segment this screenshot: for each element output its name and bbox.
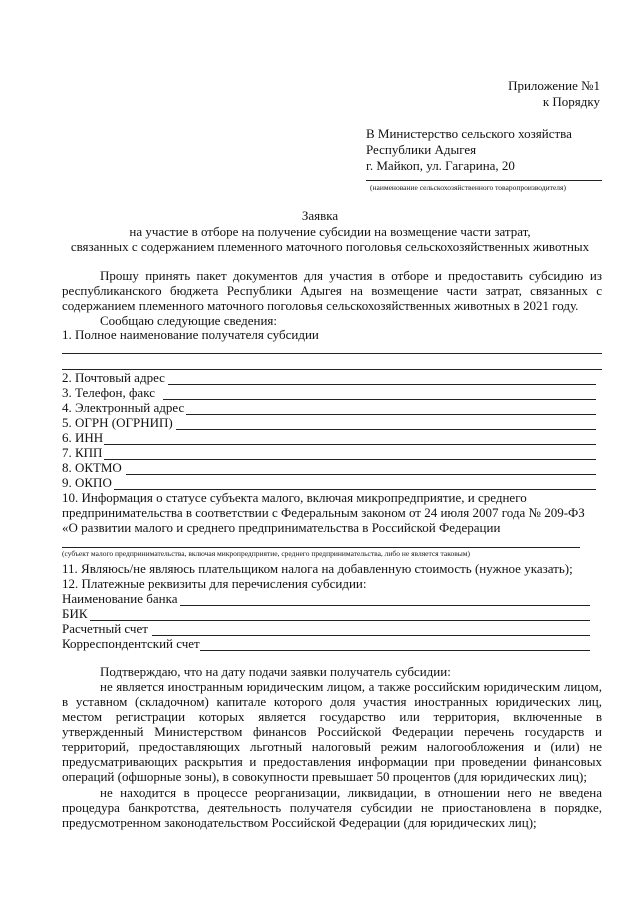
applicant-name-caption: (наименование сельскохозяйственного товаропроизводителя) [370,183,566,192]
confirm-p2-line-3: предусмотренном законодательством Российской Федерации (для юридических лиц); [62,815,537,830]
confirm-p1-line-3: местом регистрации которых является государство или территория, включенные в [62,709,602,724]
addressee-line-2: Республики Адыгея [366,142,477,157]
intro-line-3: содержанием племенного маточного поголовья сельскохозяйственных животных в 2021 году. [62,298,579,313]
intro-line-1: Прошу принять пакет документов для участия в отборе и предоставить субсидию из [100,268,602,283]
intro-line-2: республиканского бюджета Республики Адыгея на возмещение части затрат, связанных с [62,283,602,298]
field-1-input-line-1[interactable] [62,353,602,354]
confirm-p2-line-1: не находится в процессе реорганизации, ликвидации, в отношении него не введена [100,785,602,800]
field-10-line-1: 10. Информация о статусе субъекта малого, включая микропредприятие, и среднего [62,490,527,505]
kpp-input[interactable] [104,459,596,460]
postal-address-input[interactable] [168,384,596,385]
field-11-label: 11. Являюсь/не являюсь плательщиком налога на добавленную стоимость (нужное указать); [62,561,573,576]
account-label: Расчетный счет [62,621,148,636]
phone-fax-input[interactable] [163,399,596,400]
sme-status-caption: (субъект малого предпринимательства, включая микропредприятие, среднего предпринимательства, либо не является таковым) [62,549,471,558]
field-8-label: 8. ОКТМО [62,460,122,475]
confirm-p2-line-2: процедура банкротства, деятельность получателя субсидии не приостановлена в порядке, [62,800,602,815]
field-3-label: 3. Телефон, факс [62,385,155,400]
title-line-3: связанных с содержанием племенного маточного поголовья сельскохозяйственных животных [70,239,590,254]
field-10-line-2: предпринимательства в соответствии с Федеральным законом от 24 июля 2007 года № 209-ФЗ [62,505,585,520]
field-2-label: 2. Почтовый адрес [62,370,165,385]
bik-label: БИК [62,606,88,621]
field-7-label: 7. КПП [62,445,103,460]
inn-input[interactable] [104,444,596,445]
applicant-name-line[interactable] [366,180,602,181]
bank-name-label: Наименование банка [62,591,178,606]
account-input[interactable] [152,635,590,636]
email-input[interactable] [186,414,596,415]
corr-account-input[interactable] [200,650,590,651]
confirm-heading: Подтверждаю, что на дату подачи заявки получатель субсидии: [100,664,451,679]
corr-account-label: Корреспондентский счет [62,636,200,651]
intro-line-4: Сообщаю следующие сведения: [100,313,278,328]
ogrn-input[interactable] [176,429,596,430]
appendix-order: к Порядку [542,94,600,109]
addressee-line-3: г. Майкоп, ул. Гагарина, 20 [366,158,515,173]
field-1-label: 1. Полное наименование получателя субсидии [62,327,319,342]
bank-name-input[interactable] [180,605,590,606]
field-12-label: 12. Платежные реквизиты для перечисления субсидии: [62,576,367,591]
field-9-label: 9. ОКПО [62,475,112,490]
confirm-p1-line-5: территорий, предоставляющих льготный налоговый режим налогообложения и (или) не [62,739,602,754]
confirm-p1-line-2: в уставном (складочном) капитале которого доля участия иностранных юридических лиц, [62,694,602,709]
addressee-line-1: В Министерство сельского хозяйства [366,126,572,141]
appendix-number: Приложение №1 [508,78,600,93]
document-title: Заявка [301,208,339,223]
sme-status-input[interactable] [62,547,580,548]
field-10-line-3: «О развитии малого и среднего предпринимательства в Российской Федерации [62,520,501,535]
bik-input[interactable] [90,620,590,621]
title-line-2: на участие в отборе на получение субсидии на возмещение части затрат, [129,224,531,239]
confirm-p1-line-1: не является иностранным юридическим лицом, а также российским юридическим лицом, [100,679,602,694]
confirm-p1-line-4: утвержденный Министерством финансов Российской Федерации перечень государств и [62,724,602,739]
confirm-p1-line-6: предусматривающих раскрытия и предоставления информации при проведении финансовых [62,754,602,769]
field-4-label: 4. Электронный адрес [62,400,185,415]
oktmo-input[interactable] [126,474,596,475]
field-5-label: 5. ОГРН (ОГРНИП) [62,415,173,430]
field-6-label: 6. ИНН [62,430,104,445]
confirm-p1-line-7: операций (офшорные зоны), в совокупности превышает 50 процентов (для юридических лиц); [62,769,587,784]
